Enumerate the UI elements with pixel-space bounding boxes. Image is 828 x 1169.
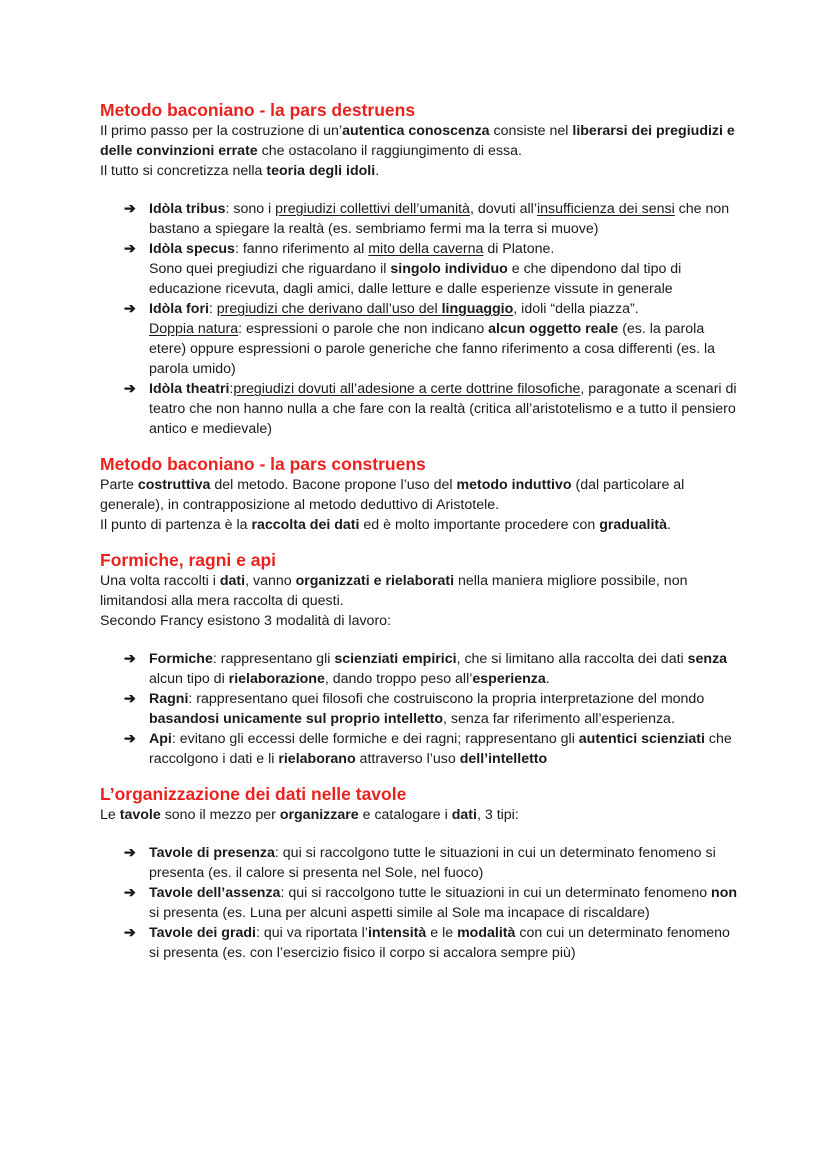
text-run: sono il mezzo per xyxy=(160,807,280,823)
text-run: organizzare xyxy=(279,807,359,823)
section-title: Metodo baconiano - la pars destruens xyxy=(100,100,416,120)
text-run: liberarsi dei pregiudizi e delle convinzioni errate xyxy=(100,123,735,159)
list-item xyxy=(100,843,740,883)
list-item xyxy=(100,649,740,689)
arrow-bullet-icon: ➔ xyxy=(124,301,136,317)
list-item xyxy=(100,299,740,379)
paragraph xyxy=(100,475,740,515)
arrow-bullet-icon: ➔ xyxy=(124,381,136,397)
text-run: scienziati empirici xyxy=(334,651,457,667)
section-spacer xyxy=(100,769,740,783)
arrow-bullet-icon: ➔ xyxy=(124,201,136,217)
text-run: : xyxy=(229,381,234,397)
text-run: singolo individuo xyxy=(390,261,508,277)
list-item xyxy=(100,883,740,923)
list-item xyxy=(100,199,740,239)
text-run: pregiudizi collettivi dell’umanità xyxy=(275,201,470,217)
list-item xyxy=(100,689,740,729)
text-run: organizzati e rielaborati xyxy=(295,573,455,589)
text-run: , paragonate a scenari di teatro che non hanno nulla a che fare con la realtà (critica all’aristotelismo e a tutto il pensiero antico e medievale) xyxy=(149,381,737,437)
text-run: non xyxy=(711,885,738,901)
paragraph xyxy=(100,515,740,535)
text-run: Parte xyxy=(100,477,138,493)
bullet-list xyxy=(100,843,740,963)
text-run: Formiche xyxy=(149,651,213,667)
text-run: Il primo passo per la costruzione di un’ xyxy=(100,123,343,139)
text-run: Le xyxy=(100,807,120,823)
text-run: modalità xyxy=(457,925,516,941)
text-run: : rappresentano quei filosofi che costruiscono la propria interpretazione del mondo xyxy=(188,691,705,707)
text-run: basandosi unicamente sul proprio intelletto xyxy=(149,711,444,727)
list-item xyxy=(100,923,740,963)
text-run: , idoli “della piazza”. xyxy=(513,301,639,317)
text-run: . xyxy=(667,517,671,533)
document-page xyxy=(100,99,740,963)
text-run: , dovuti all’ xyxy=(469,201,537,217)
arrow-bullet-icon: ➔ xyxy=(124,925,136,941)
paragraph xyxy=(100,611,740,631)
text-run: che raccolgono i dati e li xyxy=(149,731,732,767)
arrow-bullet-icon: ➔ xyxy=(124,845,136,861)
text-run: , dando troppo peso all’ xyxy=(324,671,473,687)
arrow-bullet-icon: ➔ xyxy=(124,651,136,667)
paragraph xyxy=(100,121,740,161)
arrow-bullet-icon: ➔ xyxy=(124,885,136,901)
text-run: , che si limitano alla raccolta dei dati xyxy=(456,651,688,667)
text-run: intensità xyxy=(367,925,427,941)
list-spacer xyxy=(100,825,740,843)
text-run: linguaggio xyxy=(441,301,514,317)
text-run: e le xyxy=(426,925,458,941)
text-run: insufficienza dei sensi xyxy=(536,201,675,217)
list-item xyxy=(100,379,740,439)
arrow-bullet-icon: ➔ xyxy=(124,731,136,747)
text-run: ed è molto importante procedere con xyxy=(359,517,600,533)
list-item xyxy=(100,729,740,769)
text-run: dati xyxy=(219,573,246,589)
text-run: (dal particolare al generale), in contrapposizione al metodo deduttivo di Aristotele. xyxy=(100,477,685,513)
text-run: del metodo. Bacone propone l’uso del xyxy=(210,477,457,493)
text-run: . xyxy=(545,671,550,687)
text-run: dell’intelletto xyxy=(459,751,548,767)
text-run: alcun tipo di xyxy=(149,671,229,687)
text-run: Sono quei pregiudizi che riguardano il xyxy=(149,261,391,277)
paragraph xyxy=(100,571,740,611)
text-run: metodo induttivo xyxy=(456,477,572,493)
text-run: : evitano gli eccessi delle formiche e dei ragni; rappresentano gli xyxy=(171,731,579,747)
section-title: Metodo baconiano - la pars construens xyxy=(100,454,426,474)
text-run: : qui si raccolgono tutte le situazioni in cui un determinato fenomeno xyxy=(280,885,712,901)
text-run: mito della caverna xyxy=(368,241,484,257)
text-run: , 3 tipi: xyxy=(476,807,519,823)
text-run: si presenta (es. Luna per alcuni aspetti simile al Sole ma incapace di riscaldare) xyxy=(149,905,650,921)
text-run: Tavole dei gradi xyxy=(149,925,256,941)
text-run: consiste nel xyxy=(489,123,573,139)
text-run: autentici scienziati xyxy=(578,731,705,747)
text-run: attraverso l’uso xyxy=(355,751,460,767)
text-run: : rappresentano gli xyxy=(212,651,335,667)
text-run: senza xyxy=(687,651,728,667)
arrow-bullet-icon: ➔ xyxy=(124,691,136,707)
text-run: e catalogare i xyxy=(358,807,452,823)
text-run: , senza far riferimento all’esperienza. xyxy=(443,711,675,727)
text-run: : sono i xyxy=(225,201,276,217)
text-run: Una volta raccolti i xyxy=(100,573,220,589)
text-run: dati xyxy=(451,807,477,823)
text-run: autentica conoscenza xyxy=(342,123,490,139)
text-run: Api xyxy=(149,731,172,747)
text-run: Idòla specus xyxy=(149,241,235,257)
text-run: costruttiva xyxy=(137,477,211,493)
text-run: nella maniera migliore possibile, non limitandosi alla mera raccolta di questi. xyxy=(100,573,688,609)
arrow-bullet-icon: ➔ xyxy=(124,241,136,257)
text-run: rielaborazione xyxy=(228,671,325,687)
text-run: Doppia natura xyxy=(149,321,239,337)
text-run: : espressioni o parole che non indicano xyxy=(238,321,489,337)
paragraph xyxy=(100,161,740,181)
text-run: che non bastano a spiegare la realtà (es. sembriamo fermi ma la terra si muove) xyxy=(149,201,730,237)
text-run: Il punto di partenza è la xyxy=(100,517,252,533)
text-run: Idòla fori xyxy=(149,301,209,317)
paragraph xyxy=(100,805,740,825)
text-run: . xyxy=(375,163,380,179)
text-run: Tavole dell’assenza xyxy=(149,885,281,901)
text-run: , vanno xyxy=(245,573,296,589)
section-title: L’organizzazione dei dati nelle tavole xyxy=(100,784,407,804)
text-run: pregiudizi che derivano dall’uso del xyxy=(216,301,442,317)
text-run: pregiudizi dovuti all’adesione a certe dottrine filosofiche xyxy=(233,381,581,397)
text-run: teoria degli idoli xyxy=(266,163,376,179)
text-run: rielaborano xyxy=(278,751,356,767)
text-run: (es. la parola etere) oppure espressioni o parole generiche che fanno riferimento a cosa differenti (es. la parola umido) xyxy=(149,321,715,377)
text-run: gradualità xyxy=(599,517,668,533)
list-spacer xyxy=(100,181,740,199)
text-run: Idòla tribus xyxy=(149,201,226,217)
text-run: tavole xyxy=(119,807,161,823)
text-run: Tavole di presenza xyxy=(149,845,275,861)
text-run: Secondo Francy esistono 3 modalità di lavoro: xyxy=(100,613,392,629)
text-run: che ostacolano il raggiungimento di essa. xyxy=(257,143,522,159)
text-run: : xyxy=(208,301,217,317)
text-run: Il tutto si concretizza nella xyxy=(100,163,267,179)
list-spacer xyxy=(100,631,740,649)
text-run: Ragni xyxy=(149,691,189,707)
text-run: Idòla theatri xyxy=(149,381,230,397)
text-run: : fanno riferimento al xyxy=(234,241,369,257)
section-title: Formiche, ragni e api xyxy=(100,550,277,570)
section-spacer xyxy=(100,535,740,549)
bullet-list xyxy=(100,199,740,439)
text-run: raccolta dei dati xyxy=(251,517,360,533)
list-item xyxy=(100,239,740,299)
text-run: e che dipendono dal tipo di educazione ricevuta, dagli amici, dalle letture e dalle esperienze vissute in generale xyxy=(149,261,682,297)
bullet-list xyxy=(100,649,740,769)
text-run: : qui si raccolgono tutte le situazioni in cui un determinato fenomeno si presenta (es. il calore si presenta nel Sole, nel fuoco) xyxy=(149,845,716,881)
text-run: con cui un determinato fenomeno si presenta (es. con l’esercizio fisico il corpo si accalora sempre più) xyxy=(149,925,730,961)
section-spacer xyxy=(100,439,740,453)
text-run: esperienza xyxy=(472,671,546,687)
text-run: alcun oggetto reale xyxy=(488,321,619,337)
text-run: di Platone. xyxy=(483,241,555,257)
text-run: : qui va riportata l’ xyxy=(255,925,368,941)
